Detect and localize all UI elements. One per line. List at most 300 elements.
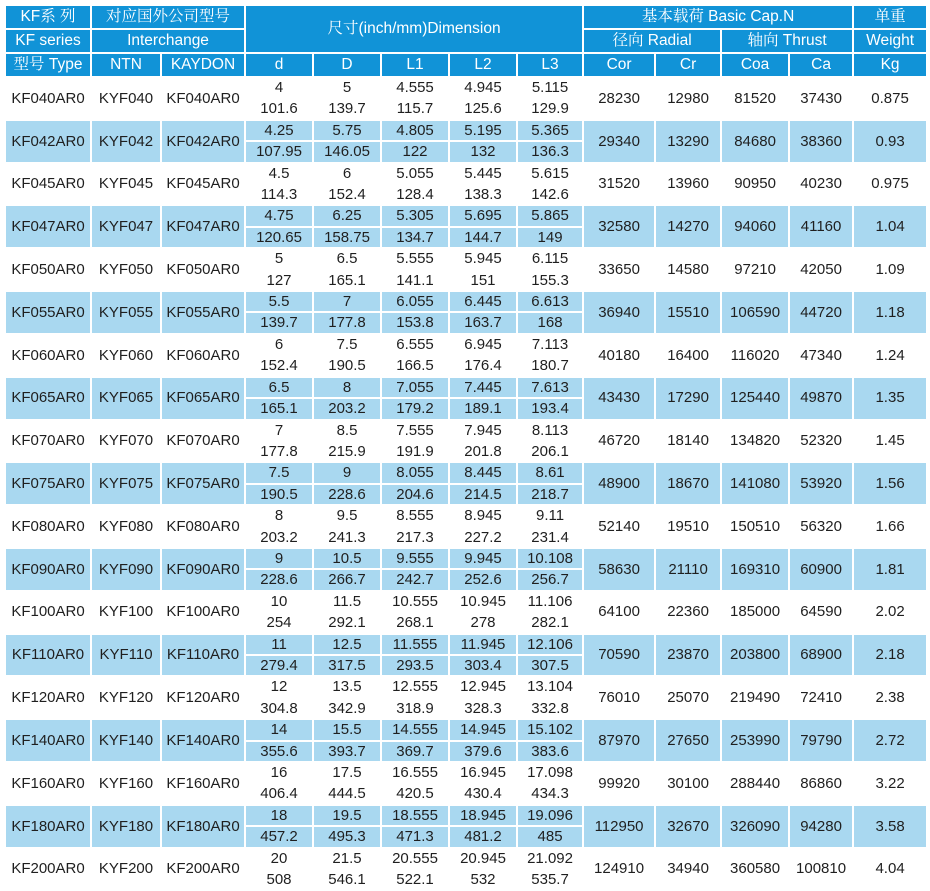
cell-D-mm: 228.6 [313, 484, 381, 505]
cell-ca: 53920 [789, 462, 853, 505]
cell-kaydon: KF050AR0 [161, 248, 245, 291]
cell-cr: 25070 [655, 676, 721, 719]
cell-D-inch: 5 [313, 77, 381, 98]
cell-L3-mm: 485 [517, 826, 583, 847]
header-row-1 [5, 5, 927, 29]
cell-cr: 15510 [655, 291, 721, 334]
cell-L3-inch: 7.613 [517, 377, 583, 398]
cell-L3-mm: 218.7 [517, 484, 583, 505]
cell-type: KF065AR0 [5, 377, 91, 420]
cell-L3-mm: 282.1 [517, 612, 583, 633]
table-row [5, 848, 927, 869]
cell-cor: 87970 [583, 719, 655, 762]
cell-D-inch: 10.5 [313, 548, 381, 569]
cell-d-inch: 6.5 [245, 377, 313, 398]
header-cap-coa: Coa [721, 53, 789, 77]
cell-cor: 112950 [583, 805, 655, 848]
header-radial-label: 径向 Radial [583, 29, 721, 53]
cell-cor: 52140 [583, 505, 655, 548]
table-row [5, 762, 927, 783]
table-row [5, 591, 927, 612]
cell-L2-mm: 151 [449, 270, 517, 291]
cell-coa: 94060 [721, 205, 789, 248]
cell-type: KF042AR0 [5, 120, 91, 163]
cell-ntn: KYF180 [91, 805, 161, 848]
cell-d-inch: 9 [245, 548, 313, 569]
cell-L3-mm: 332.8 [517, 698, 583, 719]
cell-D-mm: 177.8 [313, 312, 381, 333]
cell-L2-inch: 6.945 [449, 334, 517, 355]
cell-D-mm: 266.7 [313, 569, 381, 590]
table-row [5, 77, 927, 98]
cell-D-inch: 6 [313, 163, 381, 184]
cell-coa: 81520 [721, 77, 789, 120]
cell-kaydon: KF100AR0 [161, 591, 245, 634]
cell-L3-mm: 142.6 [517, 184, 583, 205]
cell-L1-mm: 134.7 [381, 227, 449, 248]
cell-type: KF160AR0 [5, 762, 91, 805]
table-row [5, 377, 927, 398]
cell-L1-inch: 20.555 [381, 848, 449, 869]
header-interchange-cn: 对应国外公司型号 [91, 5, 245, 29]
cell-L3-inch: 6.115 [517, 248, 583, 269]
bearing-spec-table [4, 4, 928, 891]
cell-cor: 28230 [583, 77, 655, 120]
table-row [5, 676, 927, 697]
cell-L2-inch: 5.945 [449, 248, 517, 269]
cell-kaydon: KF120AR0 [161, 676, 245, 719]
cell-d-inch: 8 [245, 505, 313, 526]
cell-L3-inch: 17.098 [517, 762, 583, 783]
cell-coa: 84680 [721, 120, 789, 163]
cell-D-mm: 165.1 [313, 270, 381, 291]
cell-type: KF050AR0 [5, 248, 91, 291]
cell-L2-mm: 481.2 [449, 826, 517, 847]
cell-L2-inch: 8.445 [449, 462, 517, 483]
cell-kg: 1.45 [853, 420, 927, 463]
cell-kaydon: KF060AR0 [161, 334, 245, 377]
cell-ntn: KYF065 [91, 377, 161, 420]
cell-cor: 70590 [583, 634, 655, 677]
cell-D-inch: 8 [313, 377, 381, 398]
cell-L3-inch: 13.104 [517, 676, 583, 697]
cell-d-inch: 18 [245, 805, 313, 826]
cell-L2-mm: 125.6 [449, 98, 517, 119]
cell-d-mm: 152.4 [245, 355, 313, 376]
cell-coa: 185000 [721, 591, 789, 634]
cell-d-inch: 12 [245, 676, 313, 697]
cell-kaydon: KF080AR0 [161, 505, 245, 548]
cell-kg: 2.18 [853, 634, 927, 677]
cell-L2-inch: 16.945 [449, 762, 517, 783]
cell-L3-mm: 256.7 [517, 569, 583, 590]
cell-ca: 64590 [789, 591, 853, 634]
cell-d-mm: 177.8 [245, 441, 313, 462]
cell-ntn: KYF100 [91, 591, 161, 634]
cell-kg: 1.56 [853, 462, 927, 505]
cell-ca: 41160 [789, 205, 853, 248]
cell-L1-inch: 7.055 [381, 377, 449, 398]
cell-ntn: KYF090 [91, 548, 161, 591]
cell-ca: 40230 [789, 163, 853, 206]
cell-cr: 18670 [655, 462, 721, 505]
cell-L2-inch: 14.945 [449, 719, 517, 740]
cell-cor: 76010 [583, 676, 655, 719]
cell-cor: 64100 [583, 591, 655, 634]
cell-kg: 2.72 [853, 719, 927, 762]
cell-L1-mm: 166.5 [381, 355, 449, 376]
cell-D-mm: 203.2 [313, 398, 381, 419]
cell-d-inch: 7 [245, 420, 313, 441]
cell-ca: 44720 [789, 291, 853, 334]
cell-type: KF047AR0 [5, 205, 91, 248]
cell-D-inch: 11.5 [313, 591, 381, 612]
header-weight-en: Weight [853, 29, 927, 53]
table-body [5, 77, 927, 890]
cell-kaydon: KF070AR0 [161, 420, 245, 463]
cell-L1-inch: 4.555 [381, 77, 449, 98]
cell-L1-inch: 16.555 [381, 762, 449, 783]
cell-cor: 33650 [583, 248, 655, 291]
cell-d-mm: 101.6 [245, 98, 313, 119]
cell-ca: 37430 [789, 77, 853, 120]
cell-D-mm: 546.1 [313, 869, 381, 890]
table-row [5, 505, 927, 526]
cell-D-mm: 241.3 [313, 527, 381, 548]
cell-kaydon: KF055AR0 [161, 291, 245, 334]
cell-L3-inch: 6.613 [517, 291, 583, 312]
cell-cor: 58630 [583, 548, 655, 591]
cell-L1-mm: 471.3 [381, 826, 449, 847]
cell-D-inch: 19.5 [313, 805, 381, 826]
cell-ca: 86860 [789, 762, 853, 805]
cell-L2-mm: 176.4 [449, 355, 517, 376]
cell-L1-inch: 11.555 [381, 634, 449, 655]
cell-kaydon: KF075AR0 [161, 462, 245, 505]
cell-L1-mm: 128.4 [381, 184, 449, 205]
cell-type: KF045AR0 [5, 163, 91, 206]
cell-L2-inch: 12.945 [449, 676, 517, 697]
cell-type: KF075AR0 [5, 462, 91, 505]
cell-ntn: KYF060 [91, 334, 161, 377]
cell-L2-inch: 8.945 [449, 505, 517, 526]
cell-L3-inch: 9.11 [517, 505, 583, 526]
cell-D-inch: 5.75 [313, 120, 381, 141]
cell-D-inch: 17.5 [313, 762, 381, 783]
header-dim-D: D [313, 53, 381, 77]
header-dimension-title: 尺寸(inch/mm)Dimension [245, 5, 583, 53]
cell-D-mm: 215.9 [313, 441, 381, 462]
cell-L3-mm: 180.7 [517, 355, 583, 376]
cell-d-mm: 457.2 [245, 826, 313, 847]
cell-d-mm: 508 [245, 869, 313, 890]
cell-d-inch: 7.5 [245, 462, 313, 483]
cell-kaydon: KF065AR0 [161, 377, 245, 420]
cell-d-inch: 5.5 [245, 291, 313, 312]
table-row [5, 291, 927, 312]
cell-D-inch: 15.5 [313, 719, 381, 740]
cell-cr: 12980 [655, 77, 721, 120]
header-thrust-label: 轴向 Thrust [721, 29, 853, 53]
cell-L3-mm: 129.9 [517, 98, 583, 119]
cell-L2-mm: 132 [449, 141, 517, 162]
cell-kaydon: KF090AR0 [161, 548, 245, 591]
cell-d-mm: 228.6 [245, 569, 313, 590]
cell-cr: 14270 [655, 205, 721, 248]
cell-kg: 2.02 [853, 591, 927, 634]
cell-L2-inch: 11.945 [449, 634, 517, 655]
cell-cor: 46720 [583, 420, 655, 463]
cell-kg: 1.81 [853, 548, 927, 591]
cell-coa: 150510 [721, 505, 789, 548]
cell-coa: 116020 [721, 334, 789, 377]
table-row [5, 120, 927, 141]
cell-L1-mm: 369.7 [381, 741, 449, 762]
header-interchange-en: Interchange [91, 29, 245, 53]
table-row [5, 420, 927, 441]
header-ntn-label: NTN [91, 53, 161, 77]
cell-ntn: KYF080 [91, 505, 161, 548]
cell-kaydon: KF180AR0 [161, 805, 245, 848]
cell-D-inch: 13.5 [313, 676, 381, 697]
cell-L1-mm: 115.7 [381, 98, 449, 119]
cell-type: KF180AR0 [5, 805, 91, 848]
cell-L3-inch: 7.113 [517, 334, 583, 355]
cell-L1-mm: 141.1 [381, 270, 449, 291]
cell-ca: 60900 [789, 548, 853, 591]
cell-L3-mm: 149 [517, 227, 583, 248]
cell-L2-inch: 7.445 [449, 377, 517, 398]
header-kf-series-en: KF series [5, 29, 91, 53]
table-row [5, 462, 927, 483]
cell-L3-mm: 383.6 [517, 741, 583, 762]
cell-L3-mm: 193.4 [517, 398, 583, 419]
cell-L1-mm: 318.9 [381, 698, 449, 719]
cell-d-mm: 406.4 [245, 783, 313, 804]
cell-D-inch: 7.5 [313, 334, 381, 355]
cell-L1-inch: 8.055 [381, 462, 449, 483]
cell-L3-mm: 168 [517, 312, 583, 333]
cell-coa: 253990 [721, 719, 789, 762]
cell-cr: 13290 [655, 120, 721, 163]
cell-cor: 124910 [583, 848, 655, 891]
cell-coa: 106590 [721, 291, 789, 334]
cell-D-mm: 444.5 [313, 783, 381, 804]
cell-type: KF040AR0 [5, 77, 91, 120]
cell-kg: 4.04 [853, 848, 927, 891]
cell-ntn: KYF040 [91, 77, 161, 120]
cell-L3-inch: 5.365 [517, 120, 583, 141]
cell-cor: 40180 [583, 334, 655, 377]
cell-D-inch: 9 [313, 462, 381, 483]
cell-D-mm: 495.3 [313, 826, 381, 847]
header-capacity-title: 基本载荷 Basic Cap.N [583, 5, 853, 29]
cell-kaydon: KF045AR0 [161, 163, 245, 206]
cell-ntn: KYF120 [91, 676, 161, 719]
cell-L2-inch: 5.695 [449, 205, 517, 226]
table-row [5, 248, 927, 269]
cell-L1-inch: 6.555 [381, 334, 449, 355]
table-row [5, 634, 927, 655]
cell-L3-inch: 12.106 [517, 634, 583, 655]
cell-type: KF120AR0 [5, 676, 91, 719]
cell-cr: 27650 [655, 719, 721, 762]
cell-type: KF055AR0 [5, 291, 91, 334]
cell-ntn: KYF047 [91, 205, 161, 248]
cell-L3-mm: 231.4 [517, 527, 583, 548]
cell-kaydon: KF042AR0 [161, 120, 245, 163]
cell-kg: 0.975 [853, 163, 927, 206]
cell-ca: 47340 [789, 334, 853, 377]
cell-kg: 0.875 [853, 77, 927, 120]
cell-L3-inch: 11.106 [517, 591, 583, 612]
cell-D-inch: 6.5 [313, 248, 381, 269]
cell-L2-mm: 163.7 [449, 312, 517, 333]
cell-kg: 1.35 [853, 377, 927, 420]
cell-D-mm: 342.9 [313, 698, 381, 719]
cell-L1-mm: 217.3 [381, 527, 449, 548]
cell-L2-inch: 18.945 [449, 805, 517, 826]
cell-D-inch: 8.5 [313, 420, 381, 441]
cell-L3-inch: 8.113 [517, 420, 583, 441]
cell-d-mm: 107.95 [245, 141, 313, 162]
cell-cor: 48900 [583, 462, 655, 505]
cell-cor: 32580 [583, 205, 655, 248]
cell-d-mm: 304.8 [245, 698, 313, 719]
cell-L3-inch: 8.61 [517, 462, 583, 483]
cell-kg: 2.38 [853, 676, 927, 719]
cell-d-inch: 4 [245, 77, 313, 98]
cell-d-inch: 4.5 [245, 163, 313, 184]
cell-cr: 18140 [655, 420, 721, 463]
cell-cr: 30100 [655, 762, 721, 805]
cell-d-inch: 4.25 [245, 120, 313, 141]
cell-coa: 169310 [721, 548, 789, 591]
cell-ntn: KYF160 [91, 762, 161, 805]
cell-L3-inch: 21.092 [517, 848, 583, 869]
cell-D-inch: 7 [313, 291, 381, 312]
cell-kaydon: KF110AR0 [161, 634, 245, 677]
cell-ntn: KYF140 [91, 719, 161, 762]
cell-L2-mm: 252.6 [449, 569, 517, 590]
table-header [5, 5, 927, 77]
cell-L3-inch: 19.096 [517, 805, 583, 826]
cell-ca: 52320 [789, 420, 853, 463]
cell-ntn: KYF045 [91, 163, 161, 206]
cell-L2-mm: 214.5 [449, 484, 517, 505]
header-dim-L2: L2 [449, 53, 517, 77]
cell-L1-mm: 522.1 [381, 869, 449, 890]
cell-coa: 288440 [721, 762, 789, 805]
cell-d-mm: 355.6 [245, 741, 313, 762]
cell-coa: 219490 [721, 676, 789, 719]
cell-kg: 0.93 [853, 120, 927, 163]
cell-L2-mm: 138.3 [449, 184, 517, 205]
header-type-label: 型号 Type [5, 53, 91, 77]
cell-ntn: KYF055 [91, 291, 161, 334]
cell-L3-inch: 5.865 [517, 205, 583, 226]
header-kf-series-cn: KF系 列 [5, 5, 91, 29]
cell-d-mm: 120.65 [245, 227, 313, 248]
cell-L2-mm: 278 [449, 612, 517, 633]
cell-cor: 43430 [583, 377, 655, 420]
cell-L1-inch: 4.805 [381, 120, 449, 141]
cell-coa: 134820 [721, 420, 789, 463]
cell-d-inch: 14 [245, 719, 313, 740]
cell-d-inch: 16 [245, 762, 313, 783]
header-cap-ca: Ca [789, 53, 853, 77]
cell-L1-inch: 5.555 [381, 248, 449, 269]
cell-L3-mm: 434.3 [517, 783, 583, 804]
cell-L1-inch: 10.555 [381, 591, 449, 612]
cell-ca: 38360 [789, 120, 853, 163]
cell-L1-mm: 242.7 [381, 569, 449, 590]
cell-ca: 56320 [789, 505, 853, 548]
cell-type: KF110AR0 [5, 634, 91, 677]
cell-L3-mm: 206.1 [517, 441, 583, 462]
cell-D-mm: 292.1 [313, 612, 381, 633]
cell-L2-mm: 379.6 [449, 741, 517, 762]
cell-L2-mm: 430.4 [449, 783, 517, 804]
cell-ca: 79790 [789, 719, 853, 762]
cell-L2-inch: 6.445 [449, 291, 517, 312]
cell-cr: 14580 [655, 248, 721, 291]
cell-d-inch: 10 [245, 591, 313, 612]
cell-cor: 36940 [583, 291, 655, 334]
cell-kg: 1.04 [853, 205, 927, 248]
cell-kg: 3.58 [853, 805, 927, 848]
cell-L2-mm: 303.4 [449, 655, 517, 676]
cell-L2-mm: 328.3 [449, 698, 517, 719]
table-row [5, 805, 927, 826]
cell-d-mm: 254 [245, 612, 313, 633]
cell-kaydon: KF140AR0 [161, 719, 245, 762]
cell-L3-mm: 136.3 [517, 141, 583, 162]
cell-L1-inch: 8.555 [381, 505, 449, 526]
cell-d-inch: 4.75 [245, 205, 313, 226]
cell-L1-mm: 293.5 [381, 655, 449, 676]
cell-L3-mm: 307.5 [517, 655, 583, 676]
cell-ca: 68900 [789, 634, 853, 677]
cell-L3-inch: 10.108 [517, 548, 583, 569]
cell-coa: 97210 [721, 248, 789, 291]
cell-L1-inch: 6.055 [381, 291, 449, 312]
cell-D-inch: 9.5 [313, 505, 381, 526]
cell-D-inch: 6.25 [313, 205, 381, 226]
cell-ntn: KYF110 [91, 634, 161, 677]
cell-L2-inch: 10.945 [449, 591, 517, 612]
cell-cr: 13960 [655, 163, 721, 206]
cell-kg: 1.09 [853, 248, 927, 291]
cell-kg: 1.66 [853, 505, 927, 548]
header-dim-d: d [245, 53, 313, 77]
table-row [5, 548, 927, 569]
cell-coa: 141080 [721, 462, 789, 505]
cell-L3-mm: 155.3 [517, 270, 583, 291]
cell-coa: 125440 [721, 377, 789, 420]
cell-d-mm: 203.2 [245, 527, 313, 548]
cell-L2-mm: 144.7 [449, 227, 517, 248]
table-row [5, 334, 927, 355]
cell-d-mm: 127 [245, 270, 313, 291]
cell-L1-mm: 122 [381, 141, 449, 162]
cell-cr: 32670 [655, 805, 721, 848]
cell-L1-mm: 268.1 [381, 612, 449, 633]
cell-coa: 203800 [721, 634, 789, 677]
cell-L2-mm: 189.1 [449, 398, 517, 419]
cell-L1-mm: 204.6 [381, 484, 449, 505]
cell-L1-mm: 420.5 [381, 783, 449, 804]
